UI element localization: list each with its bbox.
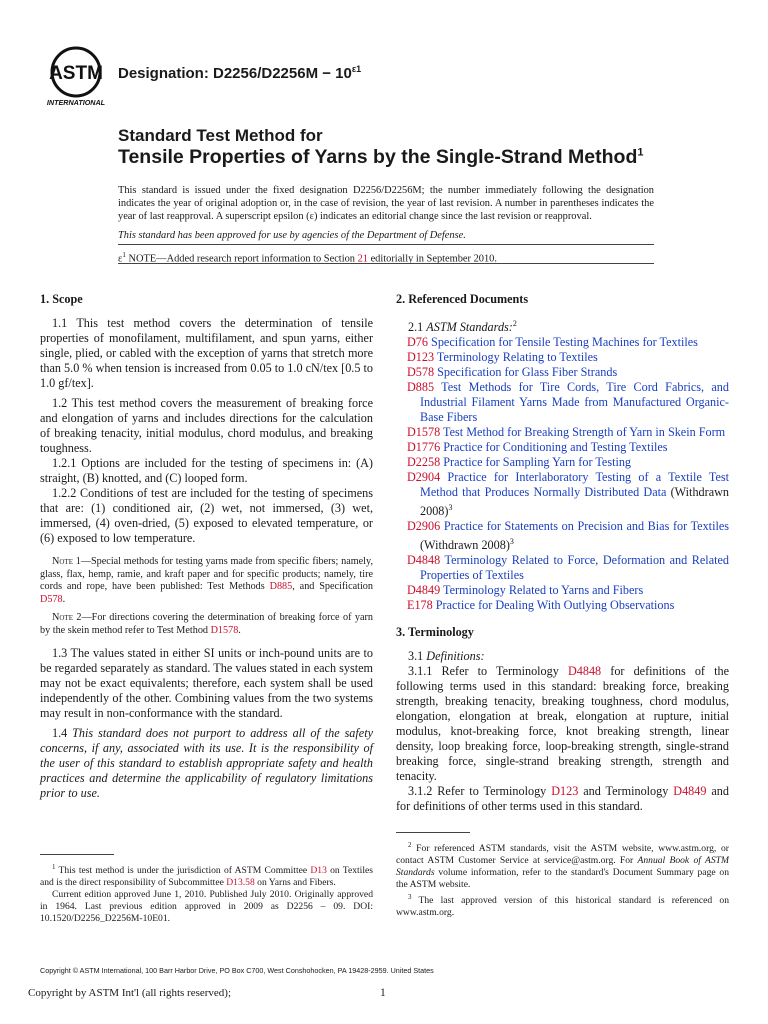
reference-item: [396, 335, 729, 350]
reference-title-link[interactable]: Test Methods for Tire Cords, Tire Cord Fabrics, and Industrial Filament Yarns Made from Manufactured Organic-Base Fibers: [420, 380, 729, 425]
footnote-3: $^3$ The last approved version of this historical standard is referenced on www.astm.org.: [396, 893, 729, 919]
intro-paragraph: This standard is issued under the fixed designation D2256/D2256M; the number immediately following the designation indicates the year of original adoption or, in the case of revision, the year of last revision. A number in parentheses indicates the year of last reapproval. A superscript epsilon (ε) indicates an editorial change since the last revision or reapproval.: [118, 185, 654, 222]
referenced-documents-heading: 2. Referenced Documents: [396, 292, 529, 306]
d885-link[interactable]: D885: [269, 581, 293, 592]
reference-list: [396, 335, 729, 613]
d4849-link[interactable]: D4849: [673, 784, 707, 799]
para-3-1-1: 3.1.1 Refer to Terminology D4848 for definitions of the following terms used in this standard: breaking force, breaking strength, breaking tenacity, breaking toughness, chord modulus, elongation, elongation at break, elongation at rupture, initial modulus, knot-breaking force, knot breaking strength, linear density, loop breaking force, loop-breaking strength, single-strand breaking force, single-strand breaking strength, strength and tenacity.: [396, 664, 729, 784]
section-21-link[interactable]: 21: [357, 253, 368, 265]
reference-item: [396, 380, 729, 425]
reference-code-link[interactable]: D123: [407, 350, 435, 365]
reference-code-link[interactable]: D2906: [407, 519, 441, 534]
editorial-note: $\varepsilon^1$ NOTE—Added research report information to Section 21 editorially in September 2010.: [118, 251, 497, 265]
title-line-1: Standard Test Method for: [118, 126, 323, 145]
dod-approval: This standard has been approved for use by agencies of the Department of Defense.: [118, 230, 466, 241]
footnote-1-edition: Current edition approved June 1, 2010. Published July 2010. Originally approved in 1964. Last previous edition approved in 2009 as D2256 – 09. DOI: 10.1520/D2256_D2256M-10E01.: [40, 889, 373, 925]
logo-text: ASTM: [49, 63, 103, 84]
withdrawn-note: (Withdrawn 2008): [420, 485, 729, 519]
para-3-1-2: 3.1.2 Refer to Terminology D123 and Terminology D4849 and for definitions of other terms used in this standard.: [396, 784, 729, 814]
reference-item: [396, 598, 729, 613]
para-1-2-2: 1.2.2 Conditions of test are included for the testing of specimens that are: (1) conditioned air, (2) wet, not immersed, (3) wet, immersed, (4) oven-dried, (5) exposed to elevated temperature, or (6) exposed to low temperature.: [40, 486, 373, 545]
reference-code-link[interactable]: D4848: [407, 553, 441, 568]
footnotes-left: [40, 854, 373, 925]
copyright-short: Copyright by ASTM Int'l (all rights reserved);: [28, 987, 232, 999]
reference-code-link[interactable]: D4849: [407, 583, 441, 598]
reference-title-link[interactable]: Practice for Dealing With Outlying Observations: [432, 598, 675, 613]
footnote-marker: 3: [448, 503, 453, 513]
terminology-heading: 3. Terminology: [396, 625, 474, 640]
footnote-2: $^2$ For referenced ASTM standards, visit the ASTM website, www.astm.org, or contact ASTM Customer Service at service@astm.org. For Annual Book of ASTM Standards volume information, refer to the standard's Document Summary page on the ASTM website.: [396, 841, 729, 891]
copyright-line: Copyright © ASTM International, 100 Barr Harbor Drive, PO Box C700, West Conshohocken, PA 19428-2959. United States: [40, 966, 434, 975]
scope-heading: 1. Scope: [40, 292, 83, 306]
d123-link[interactable]: D123: [551, 784, 579, 799]
reference-title-link[interactable]: Terminology Related to Yarns and Fibers: [440, 583, 644, 598]
reference-code-link[interactable]: E178: [407, 598, 433, 613]
logo-subtext: INTERNATIONAL: [46, 98, 106, 107]
reference-title-link[interactable]: Terminology Related to Force, Deformation and Related Properties of Textiles: [420, 553, 729, 583]
reference-code-link[interactable]: D2904: [407, 470, 441, 485]
footnote-marker: 3: [509, 537, 514, 547]
title-line-2: Tensile Properties of Yarns by the Single-Strand Method$^1$: [118, 146, 644, 168]
definitions-label: 3.1 Definitions:: [408, 649, 485, 664]
note-2: Note 2—For directions covering the determination of breaking force of yarn by the skein method refer to Test Method D1578.: [40, 612, 373, 636]
reference-item: [396, 583, 729, 598]
reference-item: [396, 455, 729, 470]
reference-code-link[interactable]: D1578: [407, 425, 441, 440]
reference-code-link[interactable]: D1776: [407, 440, 441, 455]
reference-item: [396, 440, 729, 455]
left-column: [40, 292, 373, 801]
para-1-1: 1.1 This test method covers the determination of tensile properties of monofilament, multifilament, and spun yarns, either single, plied, or cabled with the exception of yarns that stretch more than 5.0 % when tension is increased from 0.05 to 1.0 cN/tex [0.5 to 1.0 gf/tex].: [40, 316, 373, 390]
divider: [118, 244, 654, 245]
d1578-link[interactable]: D1578: [210, 624, 239, 636]
reference-code-link[interactable]: D2258: [407, 455, 441, 470]
reference-item: [396, 519, 729, 553]
footnote-rule: [396, 832, 470, 833]
divider: [118, 263, 654, 264]
reference-code-link[interactable]: D76: [407, 335, 428, 350]
designation: Designation: $D2256/D2256M - 10^{\varepsilon 1}$: [118, 64, 362, 82]
reference-title-link[interactable]: Practice for Statements on Precision and Bias for Textiles: [440, 519, 729, 534]
footnote-rule: [40, 854, 114, 855]
reference-code-link[interactable]: D578: [407, 365, 435, 380]
right-column: [396, 292, 729, 814]
d13-58-link[interactable]: D13.58: [226, 877, 255, 889]
para-1-3: 1.3 The values stated in either SI units or inch-pound units are to be regarded separately as standard. The values stated in each system may not be exact equivalents; therefore, each system shall be used independently of the other. Combining values from the two systems may result in non-conformance with the standard.: [40, 646, 373, 720]
reference-item: [396, 365, 729, 380]
reference-code-link[interactable]: D885: [407, 380, 435, 395]
reference-item: [396, 470, 729, 519]
d4848-link[interactable]: D4848: [567, 664, 602, 679]
footnotes-right: [396, 832, 729, 919]
para-1-2: 1.2 This test method covers the measurement of breaking force and elongation of yarns and includes directions for the calculation of breaking tenacity, initial modulus, chord modulus, and breaking toughness.: [40, 396, 373, 455]
para-1-2-1: 1.2.1 Options are included for the testing of specimens in: (A) straight, (B) knotted, and (C) looped form.: [40, 456, 373, 485]
astm-standards-label: 2.1 ASTM Standards:$^2$: [408, 319, 517, 335]
reference-title-link[interactable]: Practice for Interlaboratory Testing of a Textile Test Method that Produces Normally Distributed Data: [420, 470, 729, 500]
reference-title-link[interactable]: Practice for Conditioning and Testing Textiles: [440, 440, 668, 455]
d13-link[interactable]: D13: [310, 865, 327, 877]
reference-title-link[interactable]: Specification for Tensile Testing Machines for Textiles: [428, 335, 698, 350]
note-1: Note 1—Special methods for testing yarns made from specific fibers; namely, glass, flax, hemp, ramie, and kraft paper and for specific products; namely, tire cords and rope, have been published: Test Methods D885, and Specification D578.: [40, 556, 373, 605]
withdrawn-note: (Withdrawn 2008): [420, 538, 510, 553]
para-1-4: 1.4 This standard does not purport to address all of the safety concerns, if any, associated with its use. It is the responsibility of the user of this standard to establish appropriate safety and health practices and determine the applicability of regulatory limitations prior to use.: [40, 726, 373, 800]
reference-item: [396, 553, 729, 583]
footnote-1: $^1$ This test method is under the jurisdiction of ASTM Committee D13 on Textiles and is the direct responsibility of Subcommittee D13.58 on Yarns and Fibers.: [40, 863, 374, 889]
reference-title-link[interactable]: Terminology Relating to Textiles: [434, 350, 598, 365]
page-number: 1: [380, 987, 386, 999]
reference-title-link[interactable]: Specification for Glass Fiber Strands: [434, 365, 618, 380]
reference-item: [396, 425, 729, 440]
astm-logo: [44, 46, 112, 108]
reference-title-link[interactable]: Test Method for Breaking Strength of Yarn in Skein Form: [440, 425, 726, 440]
d578-link[interactable]: D578: [40, 593, 63, 605]
reference-item: [396, 350, 729, 365]
reference-title-link[interactable]: Practice for Sampling Yarn for Testing: [440, 455, 632, 470]
